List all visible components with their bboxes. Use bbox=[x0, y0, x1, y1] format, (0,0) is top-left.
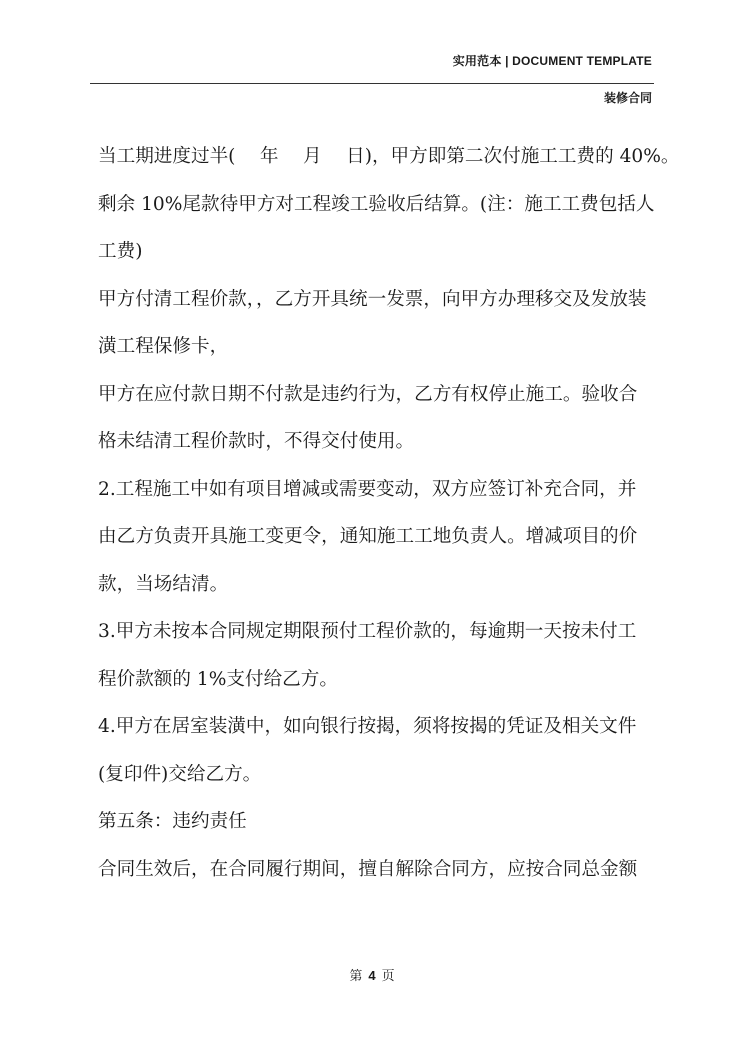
body-line-6: 甲方在应付款日期不付款是违约行为，乙方有权停止施工。验收合 bbox=[98, 383, 638, 405]
body-line-16: 合同生效后，在合同履行期间，擅自解除合同方，应按合同总金额 bbox=[98, 858, 638, 880]
page-footer bbox=[0, 965, 744, 984]
body-line-14: (复印件)交给乙方。 bbox=[98, 763, 262, 785]
contract-body bbox=[98, 137, 680, 897]
page-number: 4 bbox=[368, 968, 376, 983]
body-line-3: 工费) bbox=[98, 241, 143, 262]
body-line-13: 4.甲方在居室装潢中，如向银行按揭，须将按揭的凭证及相关文件 bbox=[98, 716, 637, 737]
body-line-10: 款，当场结清。 bbox=[98, 573, 229, 595]
footer-suffix: 页 bbox=[381, 969, 395, 984]
body-line-1: 当工期进度过半( 年 月 日)，甲方即第二次付施工工费的 40%。 bbox=[98, 146, 680, 167]
body-line-5: 潢工程保修卡， bbox=[98, 336, 229, 357]
body-line-8: 2.工程施工中如有项目增减或需要变动，双方应签订补充合同，并 bbox=[98, 478, 637, 500]
footer-prefix: 第 bbox=[349, 969, 363, 984]
header-subtitle: 装修合同 bbox=[603, 91, 652, 105]
header-title: 实用范本 | DOCUMENT TEMPLATE bbox=[452, 54, 652, 68]
section-heading-article-5: 第五条：违约责任 bbox=[98, 811, 247, 832]
body-line-12: 程价款额的 1%支付给乙方。 bbox=[98, 668, 338, 690]
header-divider bbox=[90, 83, 654, 84]
body-line-7: 格未结清工程价款时，不得交付使用。 bbox=[98, 431, 415, 452]
body-line-11: 3.甲方未按本合同规定期限预付工程价款的，每逾期一天按未付工 bbox=[98, 621, 637, 642]
body-line-4: 甲方付清工程价款，，乙方开具统一发票，向甲方办理移交及发放装 bbox=[98, 288, 647, 310]
body-line-2: 剩余 10%尾款待甲方对工程竣工验收后结算。(注：施工工费包括人 bbox=[98, 193, 655, 215]
body-line-9: 由乙方负责开具施工变更令，通知施工工地负责人。增减项目的价 bbox=[98, 526, 638, 547]
